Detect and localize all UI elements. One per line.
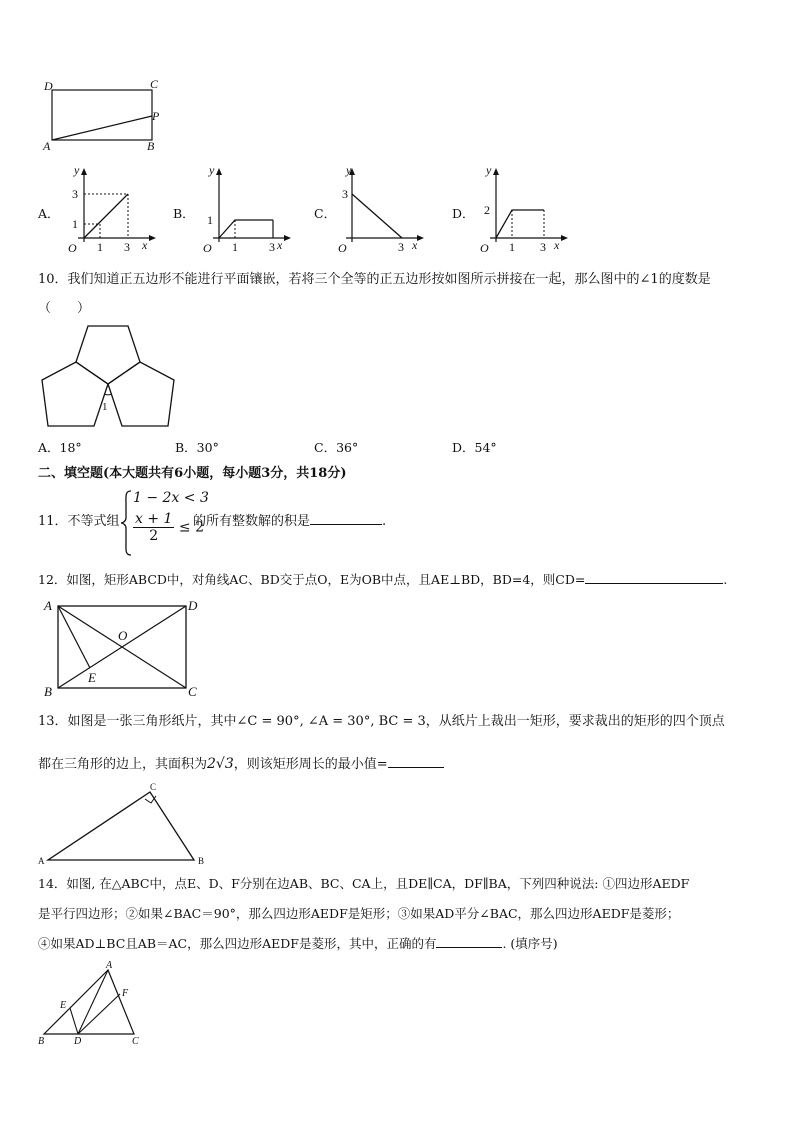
q9-option-c-graph [332,164,432,254]
q14-label-F: F [122,988,129,999]
q14-answer-blank[interactable] [436,947,502,948]
q10-option-c: C．36° [314,440,359,455]
q12-answer-blank[interactable] [585,583,723,584]
q12-label-D: D [188,598,198,613]
q12-label-O: O [118,628,128,643]
q9-label-A: A [43,139,51,153]
svg-text:y: y [346,163,352,177]
q13-line-2-a: 都在三角形的边上，其面积为 [38,757,208,772]
q14-line-3 [38,934,558,954]
q14-line-2: 是平行四边形；②如果∠BAC＝90°，那么四边形AEDF是矩形；③如果AD平分∠BAC，那么四边形AEDF是菱形； [38,906,680,921]
q14-line-1: 14．如图, 在△ABC中，点E、D、F分别在边AB、BC、CA上，且DE∥CA，DF∥BA，下列四种说法: ①四边形AEDF [38,876,690,891]
svg-text:O: O [203,241,212,255]
svg-text:x: x [142,238,148,252]
q14-line-3-a: ④如果AD⊥BC且AB＝AC，那么四边形AEDF是菱形，其中，正确的有 [38,936,437,951]
q13-triangle-figure [34,780,214,866]
svg-text:x: x [277,238,283,252]
q9-label-P: P [152,109,160,123]
q9-option-a-graph [60,164,160,254]
q9-option-d-graph [472,164,572,254]
q10-option-a: A．18° [38,440,82,455]
q11-fraction-denominator: 2 [149,528,159,544]
q9-option-d-label: D． [452,206,475,221]
q13-label-A: A [38,856,45,866]
q11-end: . [382,514,387,529]
svg-text:3: 3 [540,240,546,254]
svg-text:3: 3 [342,187,348,201]
q11-prefix: 11．不等式组 [38,514,120,529]
svg-text:2: 2 [484,203,490,217]
q12-rectangle-figure [40,596,210,700]
q14-label-A: A [106,960,113,971]
q9-label-D: D [44,79,53,93]
svg-text:1: 1 [72,217,78,231]
q11-fraction [133,511,174,544]
q12-label-A: A [44,598,52,613]
svg-text:3: 3 [72,187,78,201]
q9-option-a-label: A． [38,206,60,221]
svg-text:3: 3 [269,240,275,254]
q13-line-2 [38,754,444,775]
q11-suffix: 的所有整数解的积是 [193,514,311,529]
q10-pentagons-figure [36,322,186,432]
svg-text:y: y [74,163,80,177]
q11-answer-blank[interactable] [310,524,382,525]
q11-inequality-1: 1 − 2x < 3 [133,490,209,506]
svg-text:O: O [68,241,77,255]
q13-math-area: 2√3 [207,756,234,772]
q10-angle-1-label: 1 [102,401,108,413]
svg-text:O: O [480,241,489,255]
q10-paren: （ ） [38,301,91,316]
q11-fraction-numerator: x + 1 [135,511,173,527]
q14-label-C: C [132,1036,139,1047]
q12-line [38,570,727,590]
q14-line-3-b: . (填序号) [502,936,558,951]
q13-line-2-b: ，则该矩形周长的最小值= [233,757,388,772]
section-2-title: 二、填空题(本大题共有6小题，每小题3分，共18分) [38,466,347,481]
q9-rectangle-figure [40,78,170,154]
q14-label-B: B [38,1036,45,1047]
svg-text:y: y [209,163,215,177]
q11-suffix-line [193,512,386,532]
svg-text:3: 3 [398,240,404,254]
svg-text:x: x [412,238,418,252]
q12-end: . [723,572,728,587]
q10-text: 10．我们知道正五边形不能进行平面镶嵌，若将三个全等的正五边形按如图所示拼接在一起，那么图中的∠1的度数是 [38,272,711,287]
svg-text:1: 1 [97,240,103,254]
q13-line-1: 13．如图是一张三角形纸片，其中∠C = 90°, ∠A = 30°, BC = 3，从纸片上裁出一矩形，要求裁出的矩形的四个顶点 [38,714,725,729]
q9-option-b-graph [195,164,295,254]
q14-label-D: D [74,1036,82,1047]
q14-label-E: E [60,1000,67,1011]
svg-text:O: O [338,241,347,255]
q12-label-E: E [88,670,96,685]
q12-text: 12．如图，矩形ABCD中，对角线AC、BD交于点O，E为OB中点，且AE⊥BD，BD=4，则CD= [38,572,586,587]
q11-brace [120,490,132,556]
q11-inequality-2-rest: ≤ 2 [178,519,204,536]
svg-text:x: x [554,238,560,252]
q9-label-C: C [150,77,159,91]
q12-label-C: C [188,684,197,699]
q13-answer-blank[interactable] [388,767,444,768]
q9-option-b-label: B． [173,206,195,221]
q10-option-d: D．54° [452,440,497,455]
svg-text:1: 1 [509,240,515,254]
svg-text:3: 3 [124,240,130,254]
svg-text:1: 1 [232,240,238,254]
q13-label-C: C [150,782,157,792]
q14-triangle-figure [34,958,150,1046]
q9-option-c-label: C． [314,206,337,221]
q12-label-B: B [44,684,52,699]
q13-label-B: B [198,856,205,866]
q9-label-B: B [147,139,155,153]
svg-text:y: y [486,163,492,177]
q10-option-b: B．30° [175,440,219,455]
svg-text:1: 1 [207,213,213,227]
